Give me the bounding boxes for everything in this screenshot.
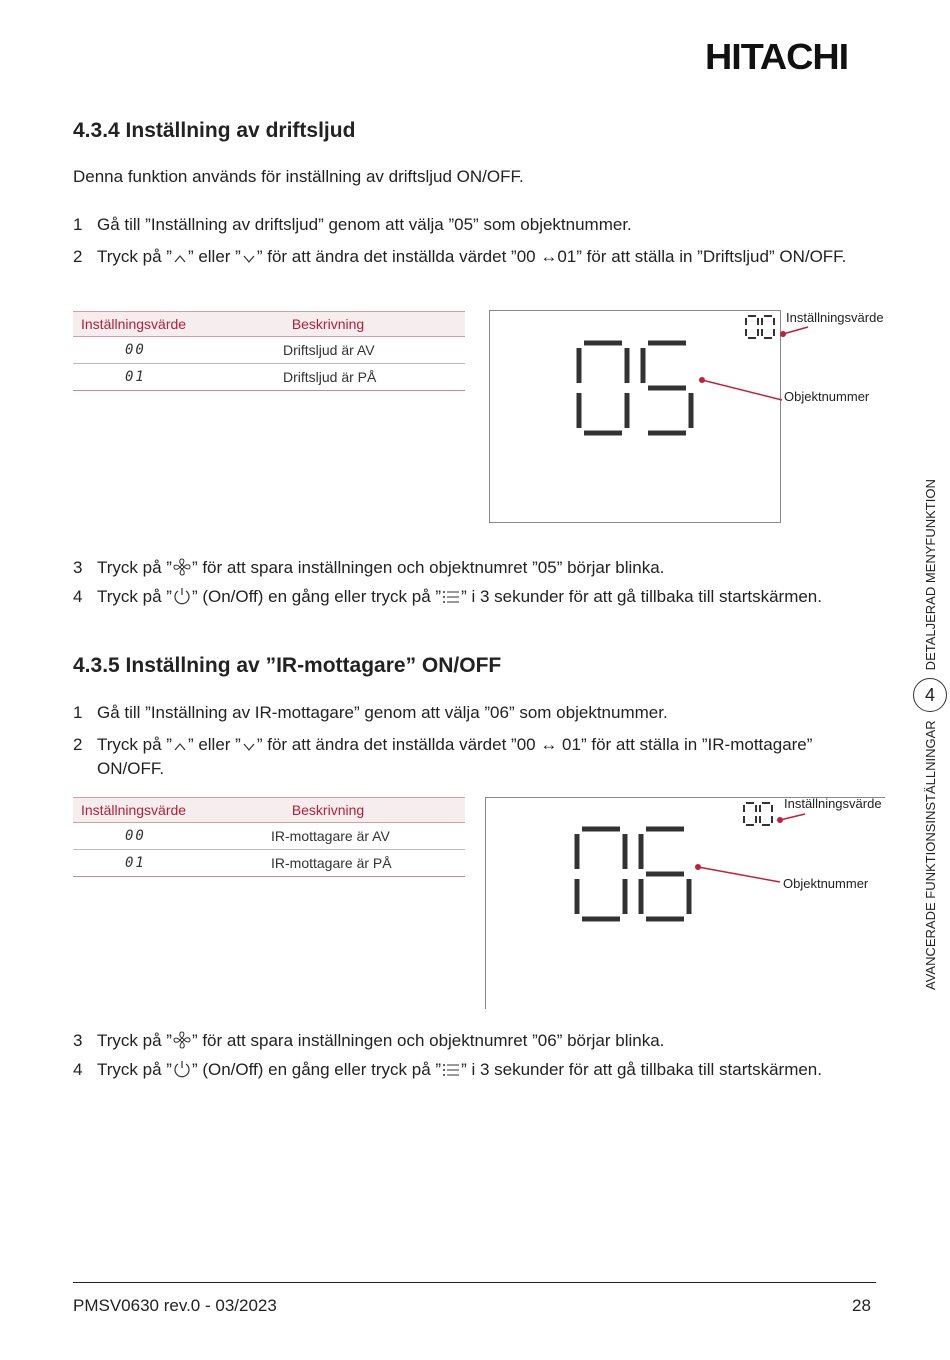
step-text: Gå till ”Inställning av driftsljud” genom att välja ”05” som objektnummer. xyxy=(97,215,632,234)
step-text-a: Tryck på ” xyxy=(97,247,172,266)
row-value: 00 xyxy=(73,823,243,850)
sidebar-bottom-text: AVANCERADE FUNKTIONSINSTÄLLNINGAR xyxy=(922,720,938,990)
row-value: 00 xyxy=(73,337,243,364)
step-4 xyxy=(73,1058,863,1082)
step-3 xyxy=(73,1029,863,1053)
footer-doc-id: PMSV0630 rev.0 - 03/2023 xyxy=(73,1296,277,1315)
step-text-a: Tryck på ” xyxy=(97,1060,172,1079)
row-desc: Driftsljud är AV xyxy=(243,337,465,364)
section-heading-4-3-4: 4.3.4 Inställning av driftsljud xyxy=(73,119,356,142)
section-heading-4-3-5: 4.3.5 Inställning av ”IR-mottagare” ON/OFF xyxy=(73,654,502,677)
step-number: 4 xyxy=(73,1060,83,1079)
hitachi-logo: HITACHI xyxy=(705,36,849,77)
row-value: 01 xyxy=(73,850,243,877)
callout-setting-value: Inställningsvärde xyxy=(786,310,884,325)
step-text-c: ” i 3 sekunder för att gå tillbaka till startskärmen. xyxy=(461,587,822,606)
step-text-b: ” för att spara inställningen och objektnumret ”05” börjar blinka. xyxy=(191,558,665,577)
step-text-b: ” (On/Off) en gång eller tryck på ” xyxy=(191,1060,442,1079)
col-header-value: Inställningsvärde xyxy=(73,798,243,823)
chapter-number-badge: 4 xyxy=(913,678,947,712)
step-text: Gå till ”Inställning av IR-mottagare” genom att välja ”06” som objektnummer. xyxy=(97,703,668,722)
step-text-b: ” eller ” xyxy=(187,735,241,754)
step-text-a: Tryck på ” xyxy=(97,558,172,577)
step-text-c: ” i 3 sekunder för att gå tillbaka till startskärmen. xyxy=(461,1060,822,1079)
callout-item-number: Objektnummer xyxy=(784,389,870,404)
fan-icon xyxy=(173,1031,191,1049)
callout-line-setting xyxy=(780,814,805,820)
step-text-a: Tryck på ” xyxy=(97,735,172,754)
col-header-value: Inställningsvärde xyxy=(73,312,243,337)
step-number: 1 xyxy=(73,215,83,234)
callout-line-item xyxy=(698,867,780,882)
intro-text: Denna funktion används för inställning av driftsljud ON/OFF. xyxy=(73,167,524,186)
step-number: 2 xyxy=(73,247,83,266)
col-header-desc: Beskrivning xyxy=(243,312,465,337)
footer-divider xyxy=(73,1282,876,1283)
step-text-a: Tryck på ” xyxy=(97,1031,172,1050)
step-text-a: Tryck på ” xyxy=(97,587,172,606)
step-text-b: ” eller ” xyxy=(187,247,241,266)
power-icon xyxy=(173,1060,191,1078)
step-number: 1 xyxy=(73,703,83,722)
row-desc: IR-mottagare är PÅ xyxy=(243,850,465,877)
step-text-c: ” för att ändra det inställda värdet ”00 ↔01” för att ställa in ”Driftsljud” ON/OFF. xyxy=(256,247,847,266)
callout-dot-item xyxy=(695,864,701,870)
step-number: 3 xyxy=(73,558,83,577)
step-number: 3 xyxy=(73,1031,83,1050)
step-number: 2 xyxy=(73,735,83,754)
callout-item-number: Objektnummer xyxy=(783,876,869,891)
col-header-desc: Beskrivning xyxy=(243,798,465,823)
step-text-b: ” (On/Off) en gång eller tryck på ” xyxy=(191,587,442,606)
step-text-c: ” för att ändra det inställda värdet ”00 ↔ 01” för att ställa in ”IR-mottagare” ON/OFF. xyxy=(97,735,813,778)
lcd-digits-item-number xyxy=(577,829,689,919)
menu-list-icon xyxy=(442,1062,460,1078)
step-number: 4 xyxy=(73,587,83,606)
page-number: 28 xyxy=(852,1296,871,1315)
row-value: 01 xyxy=(73,364,243,391)
step-text-b: ” för att spara inställningen och objektnumret ”06” börjar blinka. xyxy=(191,1031,665,1050)
callout-setting-value: Inställningsvärde xyxy=(784,796,882,811)
row-desc: IR-mottagare är AV xyxy=(243,823,465,850)
sidebar-top-text: DETALJERAD MENYFUNKTION xyxy=(922,479,938,671)
row-desc: Driftsljud är PÅ xyxy=(243,364,465,391)
callout-dot-setting xyxy=(777,817,783,823)
lcd-digits-setting-value xyxy=(744,803,772,825)
